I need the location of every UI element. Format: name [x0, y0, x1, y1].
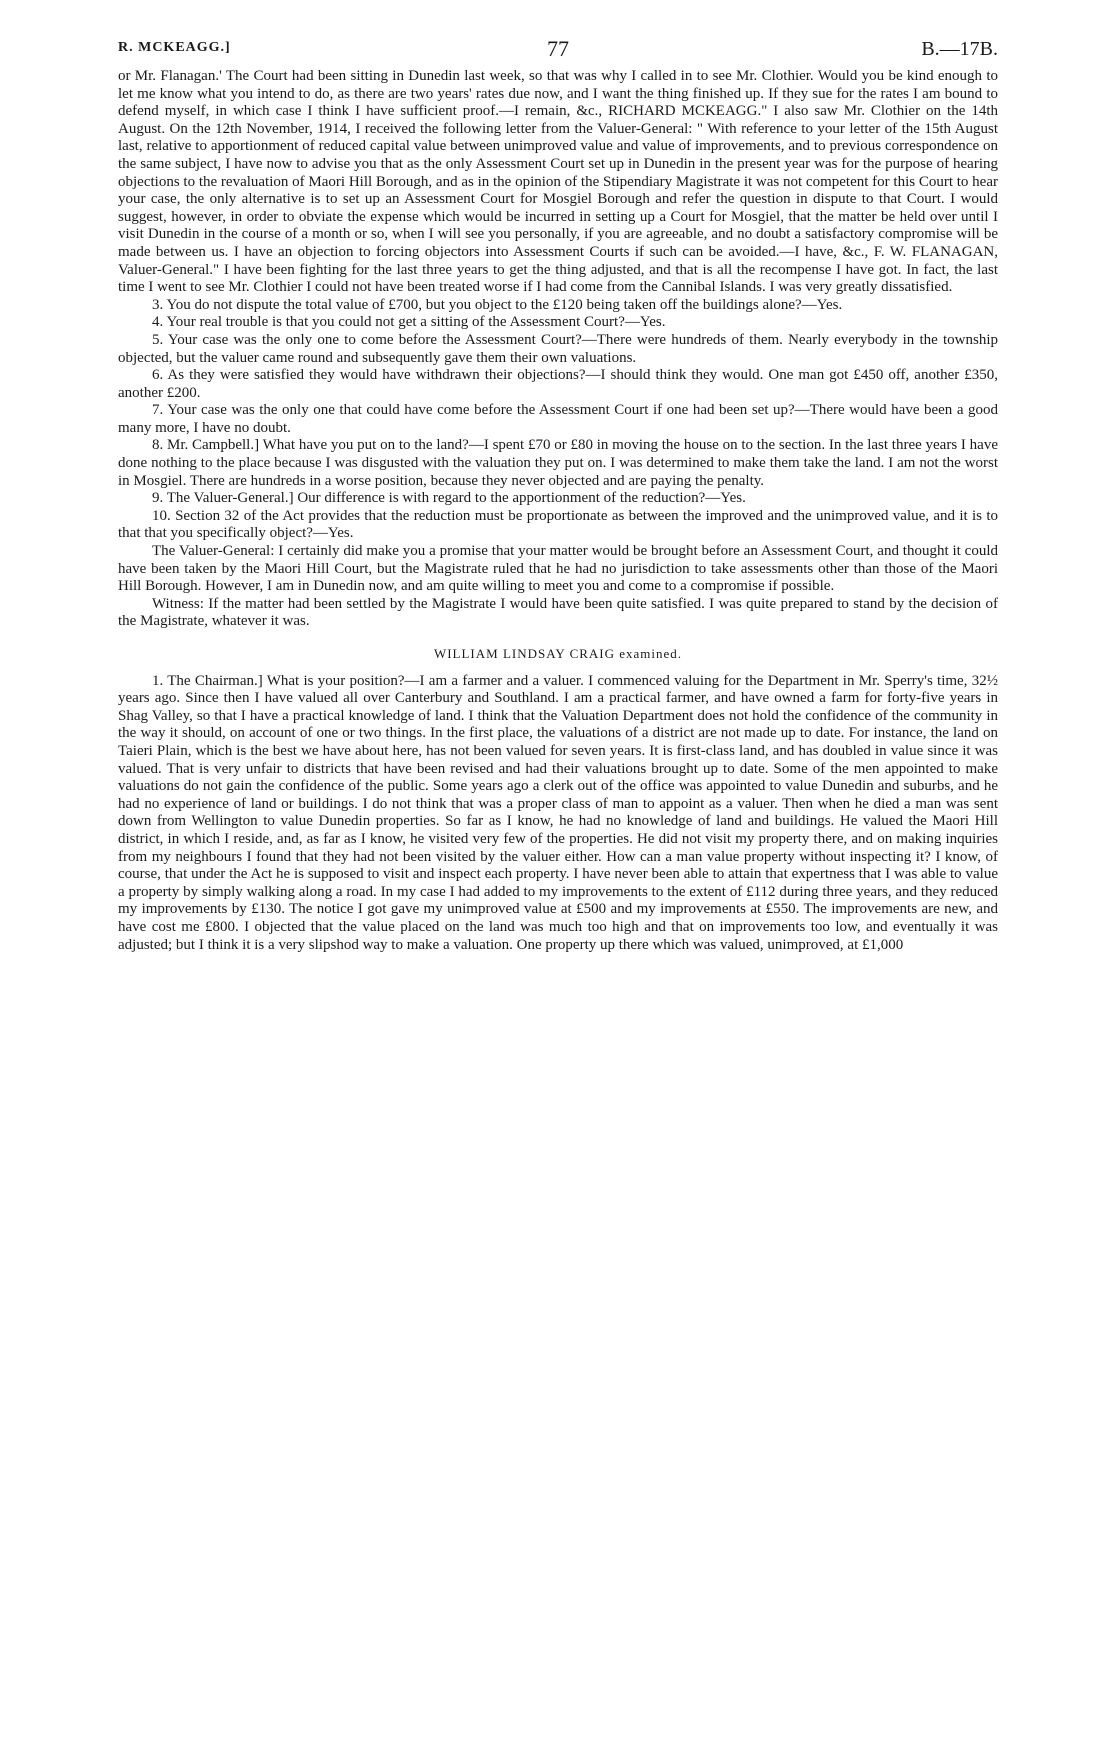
paragraph-q9: 9. The Valuer-General.] Our difference is with regard to the apportionment of the reduction?—Yes.: [152, 490, 746, 507]
paragraph-q4: 4. Your real trouble is that you could not get a sitting of the Assessment Court?—Yes.: [152, 314, 666, 331]
running-head-left: R. MCKEAGG.]: [118, 40, 231, 55]
paragraph-letter-continued: or Mr. Flanagan.' The Court had been sitting in Dunedin last week, so that was why I called in to see Mr. Clothier. Would you be kind enough to let me know what you intend to do, as there are two years' rates due now, and I want the thing finished up. If they sue for the rates I am bound to defend myself, in which case I think I have sufficient proof.—I remain, &c., RICHARD MCKEAGG." I also saw Mr. Clothier on the 14th August. On the 12th November, 1914, I received the following letter from the Valuer-General: " With reference to your letter of the 15th August last, relative to apportionment of reduced capital value between unimproved value and value of improvements, and to previous correspondence on the same subject, I have now to advise you that as the only Assessment Court set up in Dunedin in the present year was for the purpose of hearing objections to the revaluation of Maori Hill Borough, and as in the opinion of the Stipendiary Magistrate it was not competent for this Court to hear your case, the only alternative is to set up an Assessment Court for Mosgiel Borough and refer the question in dispute to that Court. I would suggest, however, in order to obviate the expense which would be incurred in setting up a Court for Mosgiel, that the matter be held over until I visit Dunedin in the course of a month or so, when I will see you personally, if you are agreeable, and no doubt a satisfactory compromise will be made between us. I have an objection to forcing objectors into Assessment Courts if such can be avoided.—I have, &c., F. W. FLANAGAN, Valuer-General." I have been fighting for the last three years to get the thing adjusted, and that is all the recompense I have got. In fact, the last time I went to see Mr. Clothier I could not have been treated worse if I had come from the Cannibal Islands. I was very greatly dissatisfied.: [118, 68, 998, 296]
page-header: [118, 38, 998, 68]
paragraph-craig-q1: 1. The Chairman.] What is your position?—I am a farmer and a valuer. I commenced valuing for the Department in Mr. Sperry's time, 32½ years ago. Since then I have valued all over Canterbury and Southland. I am a practical farmer, and have owned a farm for forty-five years in Shag Valley, so that I have a practical knowledge of land. I think that the Valuation Department does not hold the confidence of the community in the way it should, on account of one or two things. In the first place, the valuations of a district are not made up to date. For instance, the land on Taieri Plain, which is the best we have about here, has not been valued for seven years. It is first-class land, and has doubled in value since it was valued. That is very unfair to districts that have been revised and had their valuations brought up to date. Some of the men appointed to make valuations do not gain the confidence of the public. Some years ago a clerk out of the office was appointed to value Dunedin and suburbs, and he had no experience of land or buildings. I do not think that was a proper class of man to appoint as a valuer. Then when he died a man was sent down from Wellington to value Dunedin properties. So far as I know, he had no knowledge of land and buildings. He valued the Maori Hill district, in which I reside, and, as far as I know, he visited very few of the properties. He did not visit my property there, and on making inquiries from my neighbours I found that they had not been visited by the valuer either. How can a man value property without inspecting it? I know, of course, that under the Act he is supposed to visit and inspect each property. I have never been able to attain that expertness that I was able to value a property by simply walking along a road. In my case I had added to my improvements to the extent of £112 during three years, and they reduced my improvements by £130. The notice I got gave my unimproved value at £500 and my improvements at £550. The improvements are new, and have cost me £800. I objected that the value placed on the land was much too high and that on improvements too low, and eventually it was adjusted; but I think it is a very slipshod way to make a valuation. One property up there which was valued, unimproved, at £1,000: [118, 672, 998, 953]
witness-section-heading: WILLIAM LINDSAY CRAIG examined.: [433, 646, 683, 661]
paragraph-q3: 3. You do not dispute the total value of £700, but you object to the £120 being taken off the buildings alone?—Yes.: [152, 296, 843, 313]
paragraph-q8: 8. Mr. Campbell.] What have you put on to the land?—I spent £70 or £80 in moving the house on to the section. In the last three years I have done nothing to the place because I was disgusted with the valuation they put on. I was determined to make them take the land. I am not the worst in Mosgiel. There are hundreds in a worse position, because they never objected and are paying the penalty.: [118, 437, 998, 489]
paragraph-q7: 7. Your case was the only one that could have come before the Assessment Court if one had been set up?—There would have been a good many more, I have no doubt.: [118, 402, 998, 436]
paragraph-valuer-general-statement: The Valuer-General: I certainly did make you a promise that your matter would be brought before an Assessment Court, and thought it could have been taken by the Maori Hill Court, but the Magistrate ruled that he had no jurisdiction to take assessments other than those of the Maori Hill Borough. However, I am in Dunedin now, and am quite willing to meet you and come to a compromise if possible.: [118, 543, 998, 595]
document-page: [118, 38, 998, 954]
paragraph-witness-statement: Witness: If the matter had been settled by the Magistrate I would have been quite satisfied. I was quite prepared to stand by the decision of the Magistrate, whatever it was.: [118, 595, 998, 630]
paragraph-q10: 10. Section 32 of the Act provides that the reduction must be proportionate as between the improved and the unimproved value, and it is to that that you specifically object?—Yes.: [118, 507, 998, 542]
document-body: [118, 68, 998, 954]
page-number: 77: [547, 36, 569, 61]
paragraph-q6: 6. As they were satisfied they would have withdrawn their objections?—I should think they would. One man got £450 off, another £350, another £200.: [118, 367, 998, 401]
report-reference: B.—17B.: [921, 38, 998, 60]
paragraph-q5: 5. Your case was the only one to come before the Assessment Court?—There were hundreds of them. Nearly everybody in the township objected, but the valuer came round and subsequently gave them their own valuations.: [118, 331, 998, 366]
